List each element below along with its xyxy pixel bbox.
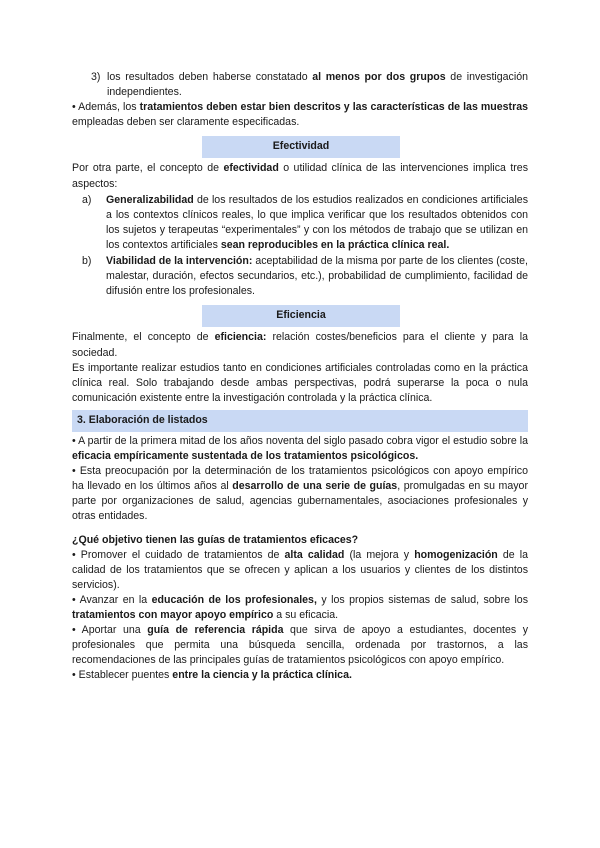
- section-3-bullet-1: [72, 434, 528, 464]
- text-run: de investigación independientes.: [107, 71, 528, 99]
- bold-run: al menos por dos grupos: [312, 71, 446, 83]
- question-bullet-2: [72, 593, 528, 623]
- text-run: • Además, los: [72, 101, 140, 114]
- heading-efectividad: Efectividad: [202, 136, 400, 158]
- list-item-b: [72, 254, 528, 299]
- section-3-bullet-2: [72, 464, 528, 524]
- text-run: y los propios sistemas de salud, sobre los: [316, 593, 528, 606]
- bold-run: guía de referencia rápida: [147, 624, 284, 637]
- text-run: Finalmente, el concepto de: [72, 331, 215, 344]
- efectividad-intro: [72, 161, 528, 191]
- text-run: relación costes/beneficios para el cliente y para la sociedad.: [72, 331, 528, 359]
- item-b-text: [106, 254, 528, 299]
- bold-run: efectividad: [223, 162, 279, 175]
- bold-run: Viabilidad de la intervención:: [106, 255, 253, 268]
- text-run: Por otra parte, el concepto de: [72, 162, 224, 175]
- text-run: los resultados deben haberse constatado: [107, 71, 313, 83]
- bold-run: alta calidad: [284, 548, 345, 561]
- document-page: [72, 70, 528, 683]
- text-run: (la mejora y: [344, 548, 415, 561]
- text-run: • Promover el cuidado de tratamientos de: [72, 548, 285, 561]
- question-bullet-3: [72, 623, 528, 668]
- item-3-label: 3): [91, 71, 101, 83]
- bold-run: sean reproducibles en la práctica clínica real.: [220, 238, 450, 251]
- text-run: o utilidad clínica de las intervenciones implica tres aspectos:: [72, 162, 528, 190]
- text-run: que sirva de apoyo a estudiantes, docentes y profesionales que permita una búsqueda sencilla, ordenada por trastornos, a las recomendaciones de las principales guías de tratamientos psicológicos con apoyo empírico.: [72, 624, 528, 667]
- text-run: de los resultados de los estudios realizados en condiciones artificiales a los contextos clínicos reales, lo que implica verificar que los resultados obtenidos con los sujetos y terapeutas “experimentales” y con los métodos de trabajo que se utilizan en los contextos artificiales: [106, 193, 528, 251]
- text-run: • Esta preocupación por la determinación de los tratamientos psicológicos con apoyo empírico ha llevado en los últimos años al: [72, 465, 528, 493]
- section-3-heading: 3. Elaboración de listados: [72, 410, 528, 432]
- bold-run: tratamientos deben estar bien descritos y las características de las muestras: [139, 101, 528, 114]
- eficiencia-paragraph-2: Es importante realizar estudios tanto en condiciones artificiales controladas como en la práctica clínica real. Solo trabajando desde ambas perspectivas, podrá superarse la poca o nula comunicación existente entre la investigación controlada y la práctica clínica.: [72, 361, 528, 404]
- question-bullet-4: [72, 668, 528, 683]
- text-run: • Avanzar en la: [72, 593, 152, 606]
- item-a-text: [106, 193, 528, 253]
- text-run: empleadas deben ser claramente especificadas.: [72, 116, 300, 129]
- list-item-3: [72, 70, 528, 100]
- bold-run: tratamientos con mayor apoyo empírico: [72, 609, 274, 621]
- bold-run: educación de los profesionales,: [151, 593, 317, 606]
- item-a-label: a): [82, 193, 92, 206]
- bold-run: entre la ciencia y la práctica clínica.: [172, 669, 352, 682]
- text-run: • A partir de la primera mitad de los años noventa del siglo pasado cobra vigor el estudio sobre la: [72, 434, 528, 447]
- text-run: • Establecer puentes: [72, 669, 173, 682]
- eficiencia-paragraph-1: [72, 330, 528, 360]
- bold-run: eficacia empíricamente sustentada de los tratamientos psicológicos.: [72, 450, 419, 463]
- question-heading: ¿Qué objetivo tienen las guías de tratamientos eficaces?: [72, 533, 359, 546]
- bullet-descriptions: [72, 100, 528, 130]
- question-bullet-1: [72, 548, 528, 593]
- text-run: , promulgadas en su mayor parte por organizaciones de salud, agencias gubernamentales, asociaciones profesionales y otras entidades.: [72, 480, 528, 523]
- item-b-label: b): [82, 255, 92, 268]
- bold-run: eficiencia:: [214, 331, 267, 344]
- item-3-text: [107, 70, 528, 100]
- text-run: aceptabilidad de la misma por parte de los clientes (coste, malestar, duración, efectos secundarios, etc.), probabilidad de cumplimiento, facilidad de difusión entre los profesionales.: [106, 255, 529, 298]
- text-run: a su eficacia.: [273, 609, 339, 621]
- list-item-a: [72, 193, 528, 253]
- bold-run: desarrollo de una serie de guías: [232, 480, 398, 493]
- text-run: de la calidad de los tratamientos que se ofrecen y aplican a los usuarios y clientes de los distintos servicios).: [72, 548, 528, 591]
- bold-run: Generalizabilidad: [106, 193, 194, 206]
- heading-eficiencia: Eficiencia: [202, 305, 400, 327]
- bold-run: homogenización: [414, 548, 498, 561]
- text-run: • Aportar una: [72, 624, 148, 637]
